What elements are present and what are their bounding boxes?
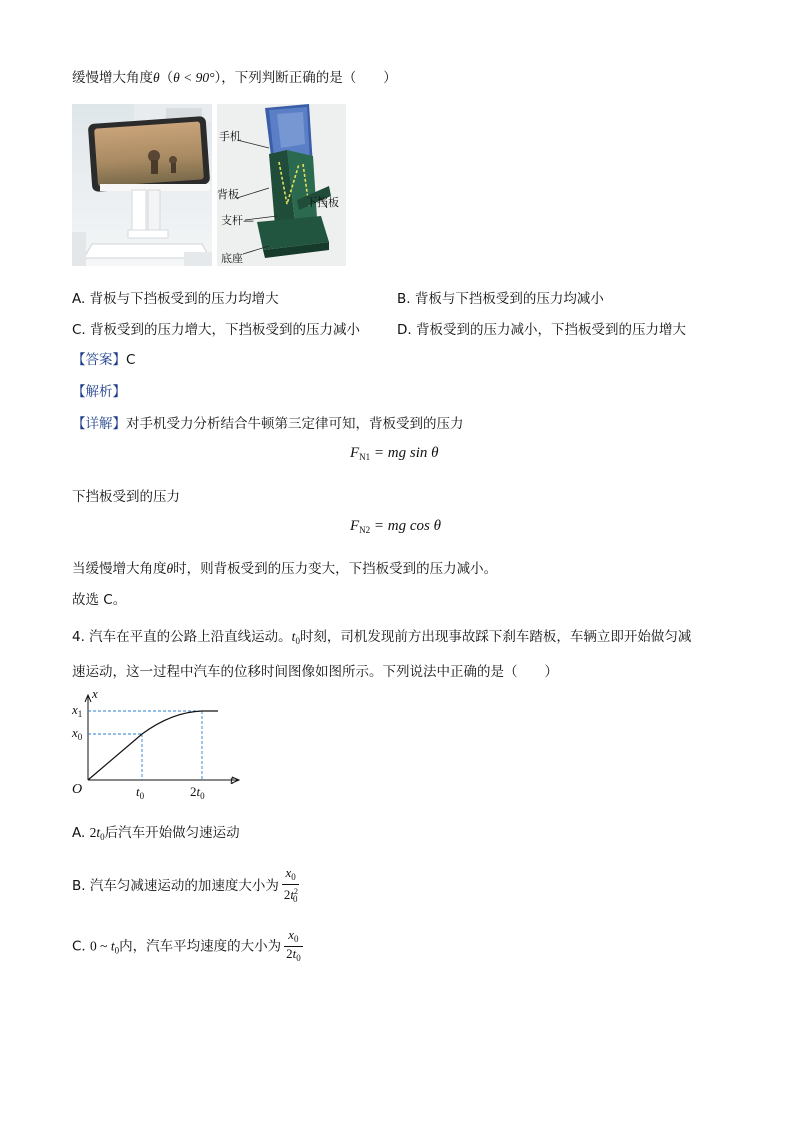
label-support-rod: 支杆— bbox=[221, 214, 254, 227]
xt-graph-svg bbox=[68, 690, 248, 805]
q4-option-a: A. $2t_0$后汽车开始做匀速运动 bbox=[72, 825, 240, 842]
q3-option-d: D. 背板受到的压力减小，下挡板受到的压力增大 bbox=[397, 322, 686, 338]
graph-label-t: t bbox=[230, 772, 234, 787]
phone-stand-white-drawing bbox=[72, 104, 212, 266]
q3-option-b: B. 背板与下挡板受到的压力均减小 bbox=[397, 291, 604, 307]
phone-stand-photo-white bbox=[72, 104, 212, 266]
analysis-heading: 【解析】 bbox=[72, 384, 126, 400]
graph-label-x0: $x_0$ bbox=[72, 725, 83, 742]
fraction-b: $\frac{x_0}{2t^2_0}$ bbox=[283, 865, 298, 904]
q3-option-c: C. 背板受到的压力增大，下挡板受到的压力减小 bbox=[72, 322, 361, 338]
label-back-plate: 背板 bbox=[217, 188, 239, 201]
label-phone: 手机 bbox=[219, 130, 241, 143]
q4-option-c: C. 0 ~ $t_0$内，汽车平均速度的大小为 $\frac{x_0}{2t_0}$ bbox=[72, 927, 301, 963]
graph-label-origin: O bbox=[72, 782, 83, 797]
graph-label-2t0: $2t_0$ bbox=[190, 784, 205, 801]
conclusion-line: 当缓慢增大角度θ时，则背板受到的压力变大，下挡板受到的压力减小。 bbox=[72, 561, 498, 577]
xt-graph bbox=[68, 686, 248, 805]
lower-plate-text: 下挡板受到的压力 bbox=[72, 489, 180, 505]
final-answer: 故选 C。 bbox=[72, 592, 127, 608]
xt-curve bbox=[88, 711, 218, 780]
q3-option-a: A. 背板与下挡板受到的压力均增大 bbox=[72, 291, 279, 307]
fraction-c: $\frac{x_0}{2t_0}$ bbox=[286, 927, 301, 963]
answer-line: 【答案】C bbox=[72, 352, 136, 368]
q4-stem-line1: 4. 汽车在平直的公路上沿直线运动。$t_0$时刻，司机发现前方出现事故踩下刹车踏板，车辆立即开始做匀减 bbox=[72, 629, 692, 646]
q4-stem-line2: 速运动，这一过程中汽车的位移时间图像如图所示。下列说法中正确的是（ ） bbox=[72, 664, 558, 680]
detail-line: 【详解】对手机受力分析结合牛顿第三定律可知，背板受到的压力 bbox=[72, 416, 464, 432]
graph-label-x: x bbox=[92, 686, 98, 701]
phone-stand-photo-green bbox=[217, 104, 346, 266]
graph-label-x1: $x_1$ bbox=[72, 702, 83, 719]
equation-fn2: $F_{N2}$ = mg cos θ bbox=[350, 518, 441, 535]
label-base: 底座 bbox=[221, 252, 243, 265]
equation-fn1: $F_{N1}$ = mg sin θ bbox=[350, 445, 439, 462]
q3-stem: 缓慢增大角度θ（θ < 90°），下列判断正确的是（ ） bbox=[72, 70, 397, 86]
graph-label-t0: $t_0$ bbox=[136, 784, 145, 801]
q4-option-b: B. 汽车匀减速运动的加速度大小为 $\frac{x_0}{2t^2_0}$ bbox=[72, 865, 298, 904]
label-lower-plate: 下挡板 bbox=[306, 196, 339, 209]
